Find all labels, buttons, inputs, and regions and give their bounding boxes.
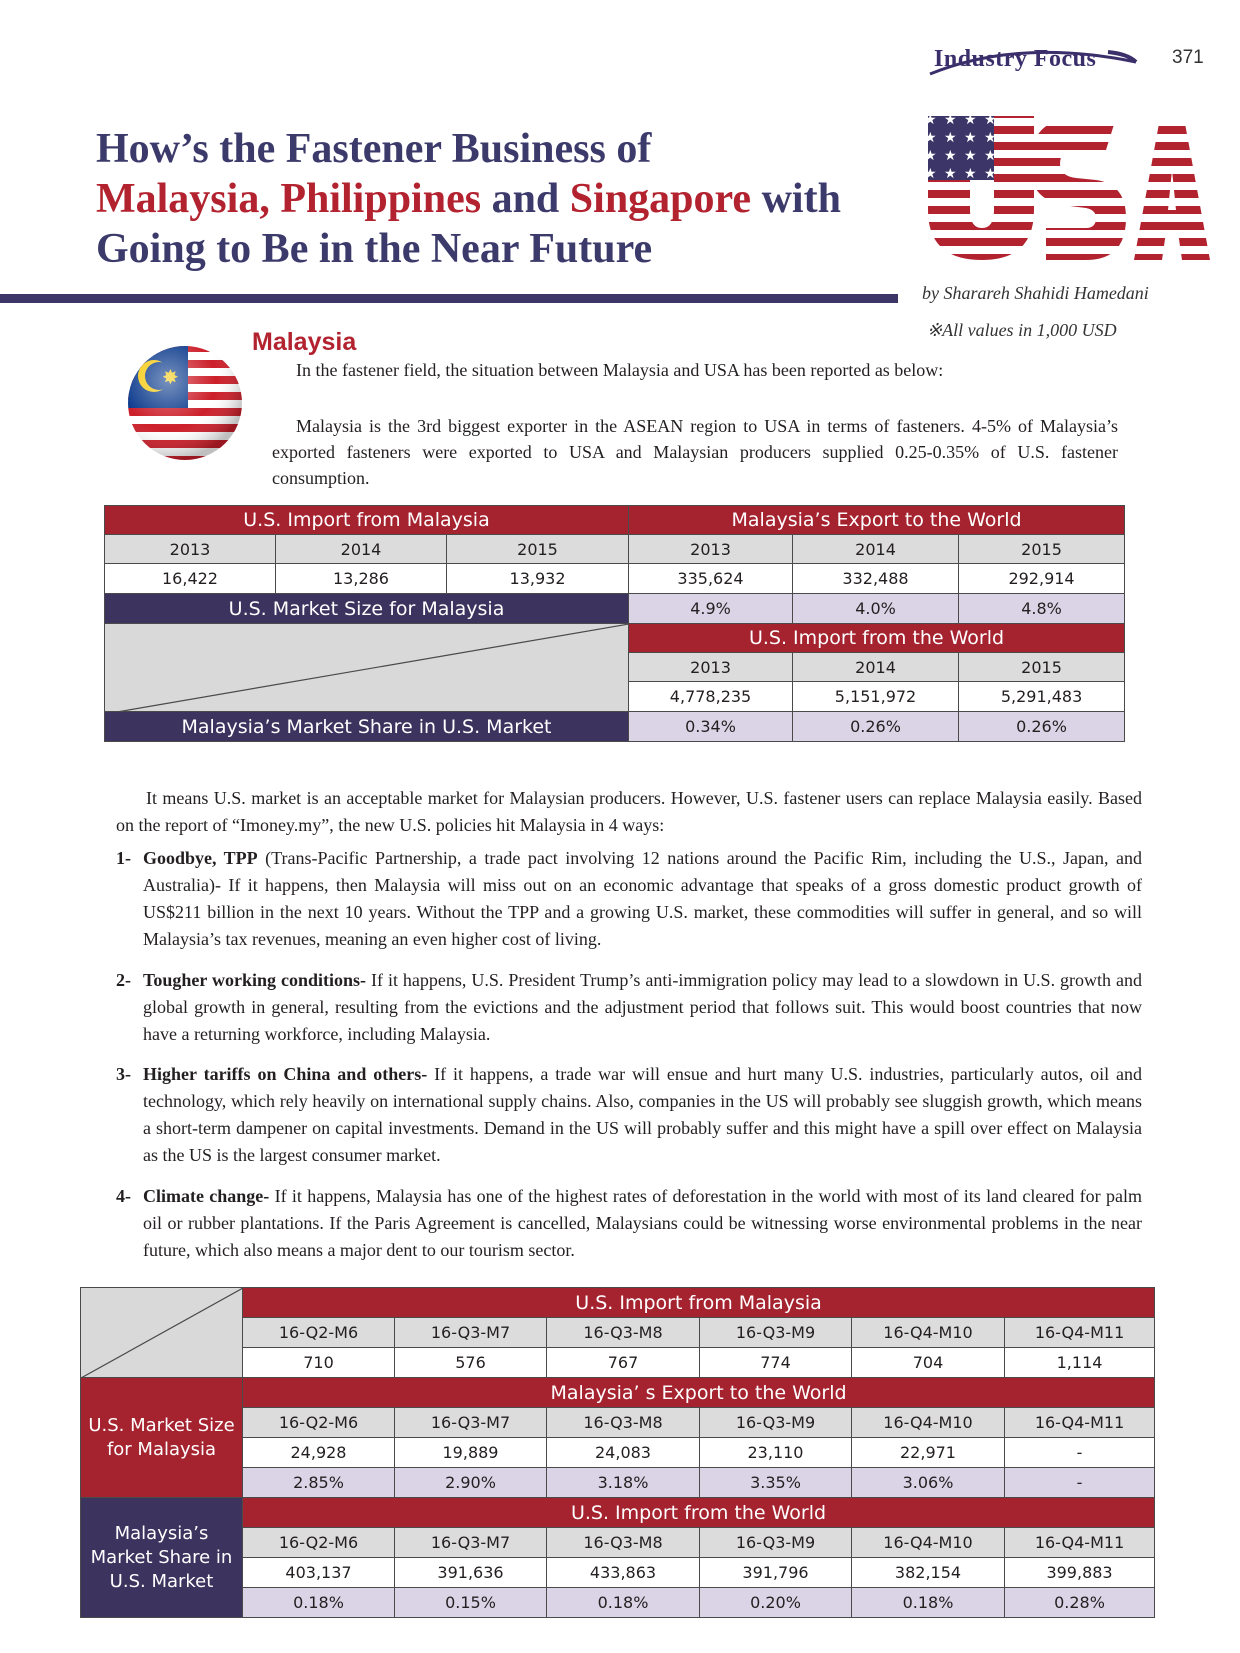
- section-heading: Malaysia: [252, 328, 357, 356]
- market-share-pct: 0.26%: [959, 712, 1125, 742]
- title-divider: [0, 294, 898, 303]
- import-value: 704: [852, 1348, 1005, 1378]
- market-size-pct: 3.06%: [852, 1468, 1005, 1498]
- export-value: -: [1005, 1438, 1155, 1468]
- month-cell: 16-Q2-M6: [243, 1408, 395, 1438]
- title-mid: and: [481, 176, 570, 222]
- world-import-header: U.S. Import from the World: [629, 624, 1125, 653]
- diagonal-blank-cell: [81, 1288, 243, 1378]
- export-value: 24,083: [547, 1438, 700, 1468]
- month-cell: 16-Q4-M11: [1005, 1528, 1155, 1558]
- monthly-trade-table: [80, 1287, 1155, 1618]
- export-value: 335,624: [629, 564, 793, 594]
- world-import-value: 4,778,235: [629, 682, 793, 712]
- export-value: 332,488: [793, 564, 959, 594]
- body-paragraph: It means U.S. market is an acceptable market for Malaysian producers. However, U.S. fastener users can replace Malaysia easily. Based on the report of “Imoney.my”, the new U.S. policies hit Malaysia in 4 ways:: [116, 788, 1142, 835]
- market-share-pct: 0.15%: [395, 1588, 547, 1618]
- world-import-header: U.S. Import from the World: [243, 1498, 1155, 1528]
- import-value: 767: [547, 1348, 700, 1378]
- article-title: [96, 124, 926, 274]
- diagonal-blank-cell: [105, 624, 629, 712]
- us-import-header: U.S. Import from Malaysia: [105, 506, 629, 535]
- import-value: 774: [700, 1348, 852, 1378]
- list-item-bold: Tougher working conditions-: [143, 970, 367, 990]
- list-number: 4-: [116, 1186, 131, 1206]
- list-item: [116, 1183, 1142, 1264]
- month-cell: 16-Q4-M10: [852, 1408, 1005, 1438]
- list-number: 1-: [116, 848, 131, 868]
- us-import-header: U.S. Import from Malaysia: [243, 1288, 1155, 1318]
- annual-trade-table: [104, 505, 1125, 742]
- world-import-value: 403,137: [243, 1558, 395, 1588]
- month-cell: 16-Q3-M7: [395, 1408, 547, 1438]
- market-share-pct: 0.18%: [547, 1588, 700, 1618]
- export-value: 19,889: [395, 1438, 547, 1468]
- title-line-2: [96, 174, 926, 224]
- market-share-pct: 0.28%: [1005, 1588, 1155, 1618]
- title-line-3: Going to Be in the Near Future: [96, 226, 653, 272]
- list-item-bold: Goodbye, TPP: [143, 848, 258, 868]
- year-cell: 2014: [276, 535, 447, 564]
- year-cell: 2015: [959, 653, 1125, 682]
- month-cell: 16-Q4-M11: [1005, 1408, 1155, 1438]
- month-cell: 16-Q3-M9: [700, 1318, 852, 1348]
- import-value: 710: [243, 1348, 395, 1378]
- list-item-text: If it happens, a trade war will ensue and hurt many U.S. industries, particularly autos, oil and technology, which rely heavily on international supply chains. Also, companies in the US will probably see sluggish growth, which means a short-term dampener on capital investments. Demand in the US will probably suffer and this might have a spill over effect on Malaysia as the US is the largest consumer market.: [143, 1064, 1142, 1165]
- intro-paragraph-2: Malaysia is the 3rd biggest exporter in the ASEAN region to USA in terms of fasteners. 4-5% of Malaysia’s exported fasteners were exported to USA and Malaysian producers supplied 0.25-0.35% of U.S. fastener consumption.: [272, 416, 1118, 488]
- month-cell: 16-Q4-M10: [852, 1318, 1005, 1348]
- market-size-pct: -: [1005, 1468, 1155, 1498]
- year-cell: 2014: [793, 653, 959, 682]
- market-size-side-label: U.S. Market Size for Malaysia: [81, 1378, 243, 1498]
- export-world-header: Malaysia’ s Export to the World: [243, 1378, 1155, 1408]
- market-size-pct: 4.8%: [959, 594, 1125, 624]
- list-item-text: If it happens, Malaysia has one of the highest rates of deforestation in the world with most of its land cleared for palm oil or rubber plantations. If the Paris Agreement is cancelled, Malaysians could be witnessing worse environmental problems in the near future, which also means a major dent to our tourism sector.: [143, 1186, 1142, 1260]
- title-end: with: [751, 176, 841, 222]
- title-line-1: How’s the Fastener Business of: [96, 126, 652, 172]
- market-share-side-label: Malaysia’s Market Share in U.S. Market: [81, 1498, 243, 1618]
- import-value: 1,114: [1005, 1348, 1155, 1378]
- usa-flag-logo: [920, 110, 1210, 270]
- page-number: 371: [1172, 47, 1204, 68]
- title-red-1: Malaysia, Philippines: [96, 176, 482, 222]
- world-import-value: 5,151,972: [793, 682, 959, 712]
- world-import-value: 433,863: [547, 1558, 700, 1588]
- export-world-header: Malaysia’s Export to the World: [629, 506, 1125, 535]
- market-share-pct: 0.20%: [700, 1588, 852, 1618]
- month-cell: 16-Q3-M9: [700, 1528, 852, 1558]
- year-cell: 2013: [629, 535, 793, 564]
- title-red-2: Singapore: [569, 176, 752, 222]
- year-cell: 2013: [629, 653, 793, 682]
- month-cell: 16-Q2-M6: [243, 1318, 395, 1348]
- month-cell: 16-Q3-M8: [547, 1408, 700, 1438]
- import-value: 13,932: [447, 564, 629, 594]
- market-share-label: Malaysia’s Market Share in U.S. Market: [105, 712, 629, 742]
- year-cell: 2015: [447, 535, 629, 564]
- world-import-value: 391,636: [395, 1558, 547, 1588]
- market-size-pct: 2.85%: [243, 1468, 395, 1498]
- values-note: ※All values in 1,000 USD: [927, 320, 1117, 340]
- import-value: 576: [395, 1348, 547, 1378]
- market-size-pct: 4.0%: [793, 594, 959, 624]
- market-share-pct: 0.26%: [793, 712, 959, 742]
- list-number: 2-: [116, 970, 131, 990]
- malaysia-flag-icon: [126, 344, 244, 467]
- month-cell: 16-Q4-M11: [1005, 1318, 1155, 1348]
- market-share-pct: 0.18%: [852, 1588, 1005, 1618]
- world-import-value: 5,291,483: [959, 682, 1125, 712]
- list-item-text: If it happens, U.S. President Trump’s anti-immigration policy may lead to a slowdown in U.S. growth and global growth in general, resulting from the evictions and the adjustment period that follows suit. This would boost countries that now have a returning workforce, including Malaysia.: [143, 970, 1143, 1044]
- market-share-pct: 0.18%: [243, 1588, 395, 1618]
- market-share-pct: 0.34%: [629, 712, 793, 742]
- export-value: 24,928: [243, 1438, 395, 1468]
- world-import-value: 382,154: [852, 1558, 1005, 1588]
- import-value: 16,422: [105, 564, 276, 594]
- list-item-text: (Trans-Pacific Partnership, a trade pact involving 12 nations around the Pacific Rim, including the U.S., Japan, and Australia)- If it happens, then Malaysia will miss out on an economic advantage that speaks of a gross domestic product growth of US$211 billion in the next 10 years. Without the TPP and a growing U.S. market, these commodities will suffer in general, and so will Malaysia’s tax revenues, meaning an even higher cost of living.: [143, 848, 1142, 949]
- list-item-bold: Higher tariffs on China and others-: [143, 1064, 428, 1084]
- import-value: 13,286: [276, 564, 447, 594]
- brand-text: Industry Focus: [934, 46, 1097, 72]
- export-value: 23,110: [700, 1438, 852, 1468]
- month-cell: 16-Q3-M8: [547, 1318, 700, 1348]
- year-cell: 2015: [959, 535, 1125, 564]
- year-cell: 2014: [793, 535, 959, 564]
- market-size-pct: 3.18%: [547, 1468, 700, 1498]
- list-item: [116, 845, 1142, 953]
- world-import-value: 399,883: [1005, 1558, 1155, 1588]
- intro-paragraph-1: In the fastener field, the situation between Malaysia and USA has been reported as below:: [296, 360, 944, 380]
- list-item-bold: Climate change-: [143, 1186, 270, 1206]
- world-import-value: 391,796: [700, 1558, 852, 1588]
- month-cell: 16-Q3-M8: [547, 1528, 700, 1558]
- list-number: 3-: [116, 1064, 131, 1084]
- market-size-pct: 2.90%: [395, 1468, 547, 1498]
- market-size-pct: 3.35%: [700, 1468, 852, 1498]
- month-cell: 16-Q2-M6: [243, 1528, 395, 1558]
- month-cell: 16-Q4-M10: [852, 1528, 1005, 1558]
- export-value: 292,914: [959, 564, 1125, 594]
- byline: by Sharareh Shahidi Hamedani: [922, 283, 1149, 303]
- market-size-label: U.S. Market Size for Malaysia: [105, 594, 629, 624]
- market-size-pct: 4.9%: [629, 594, 793, 624]
- list-item: [116, 967, 1142, 1048]
- export-value: 22,971: [852, 1438, 1005, 1468]
- industry-focus-logo: [928, 44, 1138, 84]
- month-cell: 16-Q3-M9: [700, 1408, 852, 1438]
- month-cell: 16-Q3-M7: [395, 1318, 547, 1348]
- month-cell: 16-Q3-M7: [395, 1528, 547, 1558]
- list-item: [116, 1061, 1142, 1169]
- year-cell: 2013: [105, 535, 276, 564]
